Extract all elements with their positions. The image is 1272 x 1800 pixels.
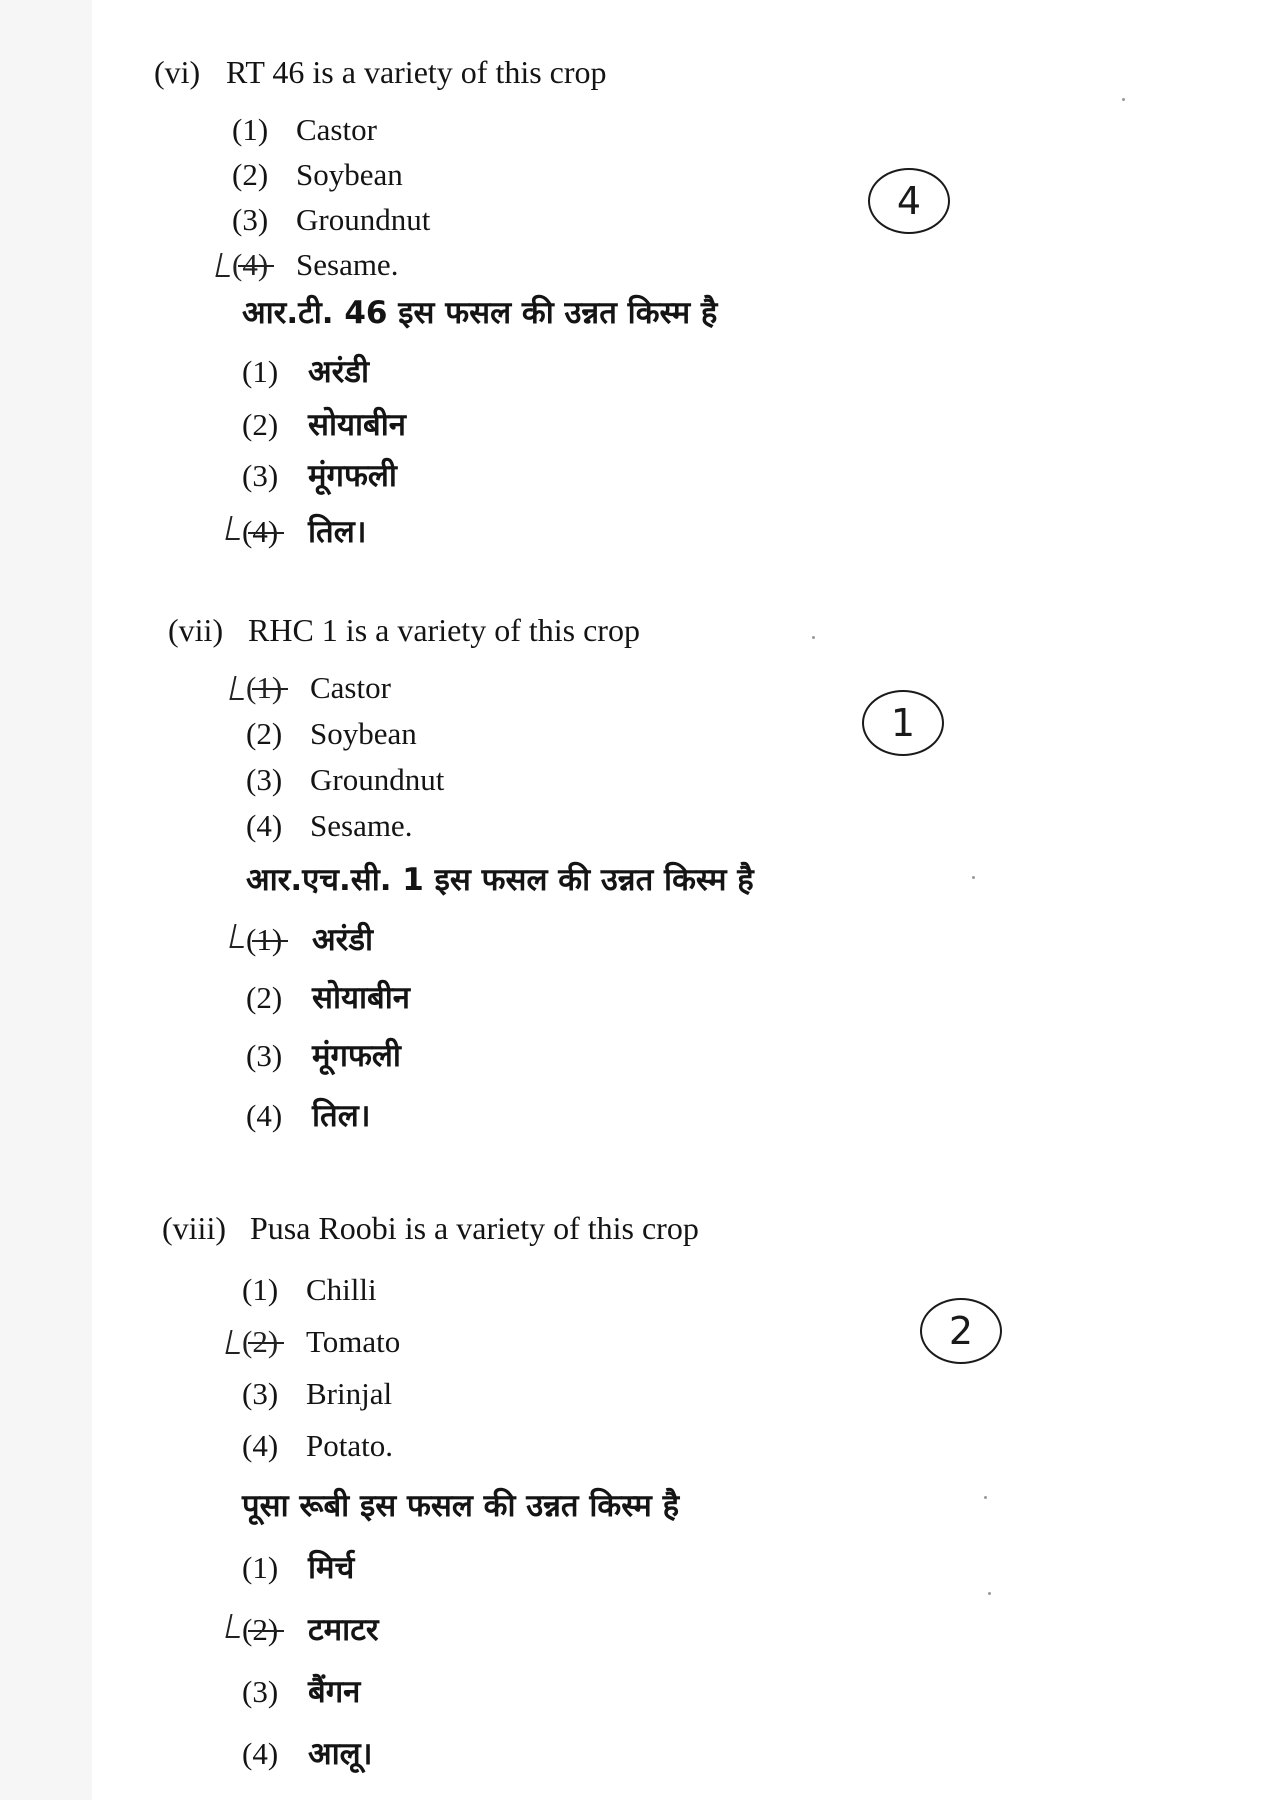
option-1 bbox=[232, 112, 377, 148]
option-text: टमाटर bbox=[308, 1612, 379, 1648]
option-number: (3) bbox=[242, 458, 279, 493]
option-3 bbox=[232, 202, 430, 238]
option-text: Sesame. bbox=[296, 247, 399, 282]
hindi-option-3 bbox=[242, 454, 397, 496]
question-title bbox=[168, 612, 640, 649]
scan-speck bbox=[988, 1592, 991, 1595]
option-text: Groundnut bbox=[310, 762, 445, 797]
option-number: (4) bbox=[246, 1098, 283, 1133]
question-number: (vii) bbox=[168, 612, 224, 648]
option-text: Soybean bbox=[310, 716, 417, 751]
question-title bbox=[154, 54, 607, 91]
option-text: Brinjal bbox=[306, 1376, 393, 1411]
option-text: तिल। bbox=[312, 1098, 371, 1134]
hindi-option-3 bbox=[242, 1670, 360, 1712]
option-1-selected bbox=[246, 670, 391, 706]
option-text: मूंगफली bbox=[308, 458, 397, 494]
scan-speck bbox=[984, 1496, 987, 1499]
option-4-selected bbox=[232, 247, 398, 283]
option-number: (1) bbox=[242, 1272, 279, 1307]
option-text: मूंगफली bbox=[312, 1038, 401, 1074]
option-number: (4) bbox=[242, 514, 308, 550]
option-text: मिर्च bbox=[308, 1550, 355, 1586]
option-number: (2) bbox=[246, 980, 283, 1015]
option-text: Sesame. bbox=[310, 808, 413, 843]
scan-speck bbox=[972, 876, 975, 879]
page-margin bbox=[0, 0, 92, 1800]
option-text: Potato. bbox=[306, 1428, 393, 1463]
handwritten-answer-circle: 1 bbox=[862, 690, 944, 756]
option-text: आलू। bbox=[308, 1736, 373, 1772]
option-text: बैंगन bbox=[308, 1674, 361, 1710]
question-text: Pusa Roobi is a variety of this crop bbox=[250, 1210, 699, 1246]
hindi-option-2 bbox=[246, 976, 410, 1018]
option-text: सोयाबीन bbox=[308, 407, 406, 443]
option-text: तिल। bbox=[308, 514, 367, 550]
option-text: Chilli bbox=[306, 1272, 377, 1307]
option-text: अरंडी bbox=[312, 922, 373, 958]
hindi-option-4-selected bbox=[242, 510, 366, 552]
option-number: (3) bbox=[242, 1376, 279, 1411]
option-number: (4) bbox=[242, 1428, 279, 1463]
option-number: (1) bbox=[232, 112, 269, 147]
option-3 bbox=[242, 1376, 392, 1412]
hindi-option-1-selected bbox=[246, 918, 373, 960]
option-number: (2) bbox=[246, 716, 283, 751]
option-2 bbox=[232, 157, 403, 193]
option-number: (1) bbox=[246, 670, 310, 706]
question-number: (vi) bbox=[154, 54, 201, 90]
option-number: (2) bbox=[242, 1324, 306, 1360]
option-2-selected bbox=[242, 1324, 400, 1360]
option-4 bbox=[246, 808, 412, 844]
option-number: (3) bbox=[246, 1038, 283, 1073]
option-number: (1) bbox=[242, 354, 279, 389]
option-number: (4) bbox=[232, 247, 296, 283]
scan-speck bbox=[812, 636, 815, 639]
option-1 bbox=[242, 1272, 377, 1308]
option-text: Tomato bbox=[306, 1324, 401, 1359]
option-number: (2) bbox=[232, 157, 269, 192]
question-title bbox=[162, 1210, 699, 1247]
option-number: (4) bbox=[242, 1736, 279, 1771]
option-text: अरंडी bbox=[308, 354, 369, 390]
option-4 bbox=[242, 1428, 393, 1464]
hindi-question-text: आर.एच.सी. 1 इस फसल की उन्नत किस्म है bbox=[246, 862, 754, 898]
option-text: सोयाबीन bbox=[312, 980, 410, 1016]
option-number: (1) bbox=[242, 1550, 279, 1585]
option-number: (3) bbox=[232, 202, 269, 237]
hindi-option-4 bbox=[246, 1094, 370, 1136]
option-number: (2) bbox=[242, 1612, 308, 1648]
option-text: Castor bbox=[296, 112, 377, 147]
option-number: (1) bbox=[246, 922, 312, 958]
option-number: (4) bbox=[246, 808, 283, 843]
option-text: Castor bbox=[310, 670, 391, 705]
question-number: (viii) bbox=[162, 1210, 226, 1246]
question-text: RT 46 is a variety of this crop bbox=[226, 54, 607, 90]
hindi-question-text: आर.टी. 46 इस फसल की उन्नत किस्म है bbox=[242, 295, 718, 331]
option-number: (2) bbox=[242, 407, 279, 442]
option-number: (3) bbox=[242, 1674, 279, 1709]
hindi-option-3 bbox=[246, 1034, 401, 1076]
option-number: (3) bbox=[246, 762, 283, 797]
hindi-option-2-selected bbox=[242, 1608, 379, 1650]
hindi-option-1 bbox=[242, 350, 369, 392]
option-2 bbox=[246, 716, 417, 752]
option-text: Groundnut bbox=[296, 202, 431, 237]
hindi-option-4 bbox=[242, 1732, 372, 1774]
option-3 bbox=[246, 762, 444, 798]
handwritten-answer-circle: 4 bbox=[868, 168, 950, 234]
option-text: Soybean bbox=[296, 157, 403, 192]
exam-page bbox=[92, 0, 1272, 1800]
handwritten-answer-circle: 2 bbox=[920, 1298, 1002, 1364]
hindi-option-1 bbox=[242, 1546, 354, 1588]
scan-speck bbox=[1122, 98, 1125, 101]
hindi-question-text: पूसा रूबी इस फसल की उन्नत किस्म है bbox=[242, 1488, 680, 1524]
question-text: RHC 1 is a variety of this crop bbox=[248, 612, 640, 648]
hindi-option-2 bbox=[242, 403, 406, 445]
